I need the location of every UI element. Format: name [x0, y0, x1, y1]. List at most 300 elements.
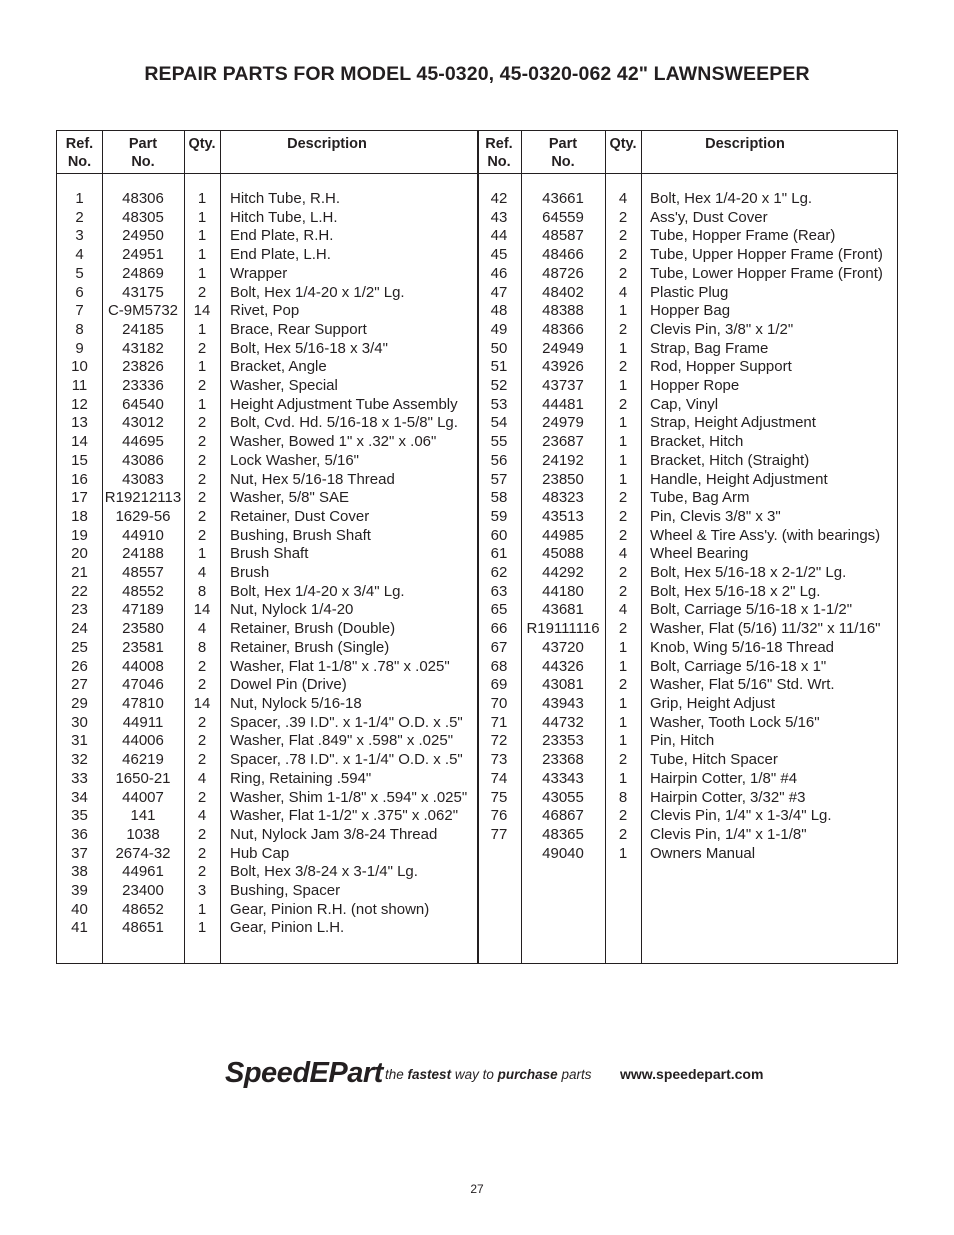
- part-number: C-9M5732: [107, 302, 179, 320]
- ref-number: 49: [490, 320, 508, 338]
- part-number: 23353: [542, 732, 584, 750]
- ref-number: 33: [71, 769, 88, 787]
- part-description: Brush: [230, 564, 270, 582]
- part-number: 48466: [542, 246, 584, 264]
- quantity: 2: [618, 507, 628, 525]
- part-description: Strap, Height Adjustment: [650, 414, 816, 432]
- ref-number: 32: [71, 751, 88, 769]
- ref-number: 14: [71, 433, 88, 451]
- part-description: End Plate, R.H.: [230, 227, 334, 245]
- ref-number: 9: [75, 339, 84, 357]
- part-description: Ring, Retaining .594": [230, 769, 372, 787]
- part-description: Hairpin Cotter, 1/8" #4: [650, 769, 798, 787]
- header-qty: Qty.: [609, 136, 637, 152]
- part-number: 43926: [542, 358, 584, 376]
- quantity: 1: [197, 545, 207, 563]
- part-description: Washer, Tooth Lock 5/16": [650, 713, 820, 731]
- quantity: 1: [618, 844, 628, 862]
- part-description: Cap, Vinyl: [650, 395, 719, 413]
- part-description: Washer, Flat 1-1/8" x .78" x .025": [230, 657, 450, 675]
- tagline-fastest: fastest: [407, 1067, 452, 1082]
- part-number: 43055: [542, 788, 584, 806]
- ref-number: 8: [75, 320, 84, 338]
- quantity: 2: [197, 433, 207, 451]
- part-number: 43012: [122, 414, 164, 432]
- part-description: Spacer, .39 I.D". x 1-1/4" O.D. x .5": [230, 713, 463, 731]
- part-number: 44008: [122, 657, 164, 675]
- quantity: 1: [618, 470, 628, 488]
- ref-number: 45: [490, 246, 508, 264]
- ref-number: 30: [71, 713, 88, 731]
- part-description: Bracket, Angle: [230, 358, 327, 376]
- part-number: 43086: [122, 451, 164, 469]
- page-title: REPAIR PARTS FOR MODEL 45-0320, 45-0320-062 42" LAWNSWEEPER: [144, 63, 810, 85]
- quantity: 2: [618, 246, 628, 264]
- part-number: 1650-21: [115, 769, 171, 787]
- quantity: 1: [197, 264, 207, 282]
- ref-number: 68: [490, 657, 508, 675]
- ref-number: 71: [490, 713, 508, 731]
- part-description: Hairpin Cotter, 3/32" #3: [650, 788, 806, 806]
- quantity: 1: [618, 657, 628, 675]
- header-part-line2: No.: [131, 154, 155, 170]
- part-description: Wheel & Tire Ass'y. (with bearings): [650, 526, 881, 544]
- part-number: 43175: [122, 283, 164, 301]
- ref-number: 23: [71, 601, 88, 619]
- part-number: R19212113: [104, 489, 182, 507]
- ref-number: 25: [71, 638, 88, 656]
- part-number: 46219: [122, 751, 164, 769]
- quantity: 1: [618, 713, 628, 731]
- quantity: 2: [618, 227, 628, 245]
- quantity: 2: [197, 732, 207, 750]
- quantity: 14: [193, 694, 211, 712]
- part-number: 64559: [542, 208, 584, 226]
- part-description: Handle, Height Adjustment: [650, 470, 828, 488]
- quantity: 3: [197, 882, 207, 900]
- quantity: 4: [618, 283, 628, 301]
- part-number: 24188: [122, 545, 164, 563]
- quantity: 1: [618, 414, 628, 432]
- quantity: 1: [197, 395, 207, 413]
- quantity: 2: [197, 825, 207, 843]
- quantity: 1: [618, 451, 628, 469]
- ref-number: 50: [490, 339, 508, 357]
- tagline: [385, 1067, 591, 1082]
- ref-number: 18: [71, 507, 88, 525]
- ref-number: 65: [490, 601, 508, 619]
- description-column: [650, 190, 898, 863]
- part-number: 23580: [122, 620, 164, 638]
- quantity-column: [184, 190, 220, 938]
- ref-number: 22: [71, 582, 88, 600]
- quantity: 1: [618, 339, 628, 357]
- header-part-line1: Part: [128, 136, 158, 152]
- quantity: 2: [197, 489, 207, 507]
- ref-number: 72: [490, 732, 508, 750]
- part-number: 24192: [542, 451, 584, 469]
- quantity: 2: [197, 863, 207, 881]
- part-description: Bolt, Hex 5/16-18 x 2" Lg.: [650, 582, 821, 600]
- quantity: 2: [197, 788, 207, 806]
- quantity: 1: [197, 919, 207, 937]
- part-description: Bolt, Cvd. Hd. 5/16-18 x 1-5/8" Lg.: [230, 414, 458, 432]
- part-number: 24869: [122, 264, 164, 282]
- quantity: 2: [618, 395, 628, 413]
- quantity: 1: [197, 190, 207, 207]
- part-description: Tube, Lower Hopper Frame (Front): [650, 264, 883, 282]
- part-description: Washer, 5/8" SAE: [230, 489, 349, 507]
- quantity: 4: [197, 769, 207, 787]
- ref-number: 17: [71, 489, 88, 507]
- part-description: Grip, Height Adjust: [650, 694, 776, 712]
- ref-number: 39: [71, 882, 88, 900]
- quantity: 2: [618, 320, 628, 338]
- part-number-column: [521, 190, 605, 863]
- quantity: 1: [197, 320, 207, 338]
- part-number: 48365: [542, 825, 584, 843]
- quantity: 2: [618, 825, 628, 843]
- part-description: Plastic Plug: [650, 283, 729, 301]
- part-number: 44695: [122, 433, 164, 451]
- ref-number: 56: [490, 451, 508, 469]
- website-link[interactable]: www.speedepart.com: [620, 1066, 764, 1082]
- quantity: 2: [618, 264, 628, 282]
- ref-number: 46: [490, 264, 508, 282]
- part-description: Gear, Pinion L.H.: [230, 919, 345, 937]
- part-number: 23368: [542, 751, 584, 769]
- part-description: Clevis Pin, 1/4" x 1-1/8": [650, 825, 807, 843]
- quantity: 4: [618, 601, 628, 619]
- ref-number: 47: [490, 283, 508, 301]
- ref-number: 12: [71, 395, 88, 413]
- part-description: Bracket, Hitch: [650, 433, 744, 451]
- quantity: 2: [618, 526, 628, 544]
- part-number: 43720: [542, 638, 584, 656]
- quantity: 8: [197, 638, 207, 656]
- ref-number: 1: [75, 190, 84, 207]
- part-description: Washer, Flat (5/16) 11/32" x 11/16": [650, 620, 881, 638]
- part-number: 23336: [122, 377, 164, 395]
- part-description: Bolt, Hex 5/16-18 x 3/4": [230, 339, 388, 357]
- part-number: 47046: [122, 676, 164, 694]
- part-number: 44292: [542, 564, 584, 582]
- ref-number: 40: [71, 900, 88, 918]
- part-number: 43943: [542, 694, 584, 712]
- quantity: 2: [197, 751, 207, 769]
- part-description: Spacer, .78 I.D". x 1-1/4" O.D. x .5": [230, 751, 463, 769]
- part-description: Bolt, Hex 3/8-24 x 3-1/4" Lg.: [230, 863, 418, 881]
- ref-number: 58: [490, 489, 508, 507]
- ref-number: 6: [75, 283, 84, 301]
- quantity: 1: [197, 358, 207, 376]
- quantity: 1: [618, 377, 628, 395]
- part-number: 48306: [122, 190, 164, 207]
- header-ref-no: [477, 135, 521, 171]
- quantity: 2: [197, 507, 207, 525]
- part-number: 45088: [542, 545, 584, 563]
- part-description: Bracket, Hitch (Straight): [650, 451, 810, 469]
- part-description: Wheel Bearing: [650, 545, 749, 563]
- quantity: 2: [197, 414, 207, 432]
- part-number: 141: [130, 807, 156, 825]
- part-description: Tube, Hopper Frame (Rear): [650, 227, 836, 245]
- ref-number: 19: [71, 526, 88, 544]
- ref-number: 76: [490, 807, 508, 825]
- part-number: 43737: [542, 377, 584, 395]
- part-number: 24949: [542, 339, 584, 357]
- part-number: 23581: [122, 638, 164, 656]
- quantity: 14: [193, 601, 211, 619]
- part-number: 44911: [122, 713, 164, 731]
- part-number: R19111116: [526, 620, 600, 638]
- part-description: Pin, Hitch: [650, 732, 715, 750]
- column-divider: [220, 131, 221, 963]
- header-part-line2: No.: [551, 154, 575, 170]
- part-number: 47189: [122, 601, 164, 619]
- part-description: Washer, Flat .849" x .598" x .025": [230, 732, 454, 750]
- quantity: 2: [197, 713, 207, 731]
- ref-number-column: [57, 190, 102, 938]
- part-number: 47810: [122, 694, 164, 712]
- part-number: 24951: [122, 246, 164, 264]
- ref-number: 36: [71, 825, 88, 843]
- part-description: Bolt, Hex 1/4-20 x 1/2" Lg.: [230, 283, 405, 301]
- quantity: 2: [618, 676, 628, 694]
- quantity: 1: [618, 638, 628, 656]
- quantity: 2: [197, 657, 207, 675]
- part-description: Gear, Pinion R.H. (not shown): [230, 900, 430, 918]
- quantity: 2: [197, 339, 207, 357]
- part-number: 44481: [542, 395, 584, 413]
- part-description: Washer, Flat 1-1/2" x .375" x .062": [230, 807, 459, 825]
- ref-number: 53: [490, 395, 508, 413]
- part-description: Hopper Bag: [650, 302, 731, 320]
- part-description: Rod, Hopper Support: [650, 358, 792, 376]
- part-description: Height Adjustment Tube Assembly: [230, 395, 458, 413]
- quantity: 1: [618, 302, 628, 320]
- part-number: 49040: [542, 844, 584, 862]
- quantity: 4: [197, 807, 207, 825]
- part-description: Nut, Nylock 1/4-20: [230, 601, 354, 619]
- part-number: 1038: [126, 825, 160, 843]
- part-number: 1629-56: [115, 507, 171, 525]
- header-qty: Qty.: [188, 136, 216, 152]
- speedepart-logo: SpeedEPart: [225, 1057, 383, 1089]
- quantity: 2: [197, 470, 207, 488]
- quantity: 2: [618, 807, 628, 825]
- part-description: Ass'y, Dust Cover: [650, 208, 768, 226]
- quantity: 2: [618, 620, 628, 638]
- ref-number: 35: [71, 807, 88, 825]
- ref-number: 59: [490, 507, 508, 525]
- header-ref-line1: Ref.: [485, 136, 513, 152]
- quantity: 2: [618, 358, 628, 376]
- part-description: Washer, Shim 1-1/8" x .594" x .025": [230, 788, 468, 806]
- ref-number: 15: [71, 451, 88, 469]
- ref-number: 74: [490, 769, 508, 787]
- part-description: Strap, Bag Frame: [650, 339, 769, 357]
- part-number: 24979: [542, 414, 584, 432]
- tagline-purchase: purchase: [497, 1067, 558, 1082]
- part-number: 43681: [542, 601, 584, 619]
- part-number: 2674-32: [115, 844, 171, 862]
- ref-number: 70: [490, 694, 508, 712]
- part-description: Brace, Rear Support: [230, 320, 367, 338]
- part-description: Clevis Pin, 1/4" x 1-3/4" Lg.: [650, 807, 832, 825]
- ref-number-column: [477, 190, 521, 845]
- quantity: 1: [197, 208, 207, 226]
- ref-number: 27: [71, 676, 88, 694]
- page-number: 27: [470, 1182, 484, 1196]
- quantity: 14: [193, 302, 211, 320]
- part-number: 48651: [122, 919, 164, 937]
- part-number: 46867: [542, 807, 584, 825]
- ref-number: 43: [490, 208, 508, 226]
- header-ref-line2: No.: [487, 154, 511, 170]
- tagline-word: parts: [561, 1067, 592, 1082]
- ref-number: 29: [71, 694, 88, 712]
- part-description: Nut, Hex 5/16-18 Thread: [230, 470, 395, 488]
- ref-number: 10: [71, 358, 88, 376]
- quantity: 2: [618, 564, 628, 582]
- ref-number: 4: [75, 246, 84, 264]
- part-description: Pin, Clevis 3/8" x 3": [650, 507, 781, 525]
- part-description: Tube, Hitch Spacer: [650, 751, 778, 769]
- part-number: 48552: [122, 582, 164, 600]
- ref-number: 2: [75, 208, 84, 226]
- part-number: 44961: [122, 863, 164, 881]
- quantity: 2: [618, 208, 628, 226]
- part-description: Bolt, Hex 1/4-20 x 3/4" Lg.: [230, 582, 405, 600]
- quantity: 1: [197, 900, 207, 918]
- part-description: Washer, Special: [230, 377, 338, 395]
- ref-number: 16: [71, 470, 88, 488]
- ref-number: 41: [71, 919, 88, 937]
- part-number: 23850: [542, 470, 584, 488]
- quantity: 4: [197, 620, 207, 638]
- quantity: 2: [197, 283, 207, 301]
- quantity: 2: [197, 451, 207, 469]
- header-ref-line1: Ref.: [65, 136, 94, 152]
- quantity: 1: [618, 694, 628, 712]
- quantity: 2: [197, 526, 207, 544]
- part-number: 48388: [542, 302, 584, 320]
- header-part-no: [102, 135, 184, 171]
- quantity: 4: [618, 545, 628, 563]
- part-number: 44985: [542, 526, 584, 544]
- part-number: 44732: [542, 713, 584, 731]
- part-number: 48557: [122, 564, 164, 582]
- part-number: 24950: [122, 227, 164, 245]
- ref-number: 54: [490, 414, 508, 432]
- part-description: Owners Manual: [650, 844, 756, 862]
- quantity: 2: [197, 676, 207, 694]
- tagline-word: way to: [454, 1067, 494, 1082]
- ref-number: 66: [490, 620, 508, 638]
- part-description: Bolt, Carriage 5/16-18 x 1-1/2": [650, 601, 853, 619]
- ref-number: 75: [490, 788, 508, 806]
- part-number: 43182: [122, 339, 164, 357]
- ref-number: 61: [490, 545, 508, 563]
- parts-table: [56, 130, 898, 964]
- quantity: 1: [197, 227, 207, 245]
- part-number: 43661: [542, 190, 584, 207]
- ref-number: 52: [490, 377, 508, 395]
- part-number: 48305: [122, 208, 164, 226]
- part-description: Retainer, Brush (Single): [230, 638, 390, 656]
- part-number: 48366: [542, 320, 584, 338]
- ref-number: 42: [490, 190, 508, 207]
- part-description: Tube, Upper Hopper Frame (Front): [650, 246, 883, 264]
- ref-number: 26: [71, 657, 88, 675]
- ref-number: 60: [490, 526, 508, 544]
- ref-number: 31: [71, 732, 88, 750]
- ref-number: 7: [75, 302, 84, 320]
- part-number: 23687: [542, 433, 584, 451]
- part-number: 48726: [542, 264, 584, 282]
- part-description: Bolt, Hex 5/16-18 x 2-1/2" Lg.: [650, 564, 847, 582]
- part-description: Knob, Wing 5/16-18 Thread: [650, 638, 835, 656]
- quantity: 1: [618, 433, 628, 451]
- ref-number: 38: [71, 863, 88, 881]
- part-number: 23826: [122, 358, 164, 376]
- part-description: Nut, Nylock Jam 3/8-24 Thread: [230, 825, 438, 843]
- part-description: Retainer, Dust Cover: [230, 507, 370, 525]
- ref-number: 55: [490, 433, 508, 451]
- quantity: 1: [197, 246, 207, 264]
- header-ref-line2: No.: [67, 154, 92, 170]
- header-ref-no: [57, 135, 102, 171]
- header-part-line1: Part: [548, 136, 578, 152]
- part-description: Washer, Flat 5/16" Std. Wrt.: [650, 676, 835, 694]
- ref-number: 62: [490, 564, 508, 582]
- part-number: 48323: [542, 489, 584, 507]
- ref-number: 51: [490, 358, 508, 376]
- tagline-word: the: [385, 1067, 404, 1082]
- ref-number: 34: [71, 788, 88, 806]
- ref-number: 44: [490, 227, 508, 245]
- quantity-column: [605, 190, 641, 863]
- part-description: Brush Shaft: [230, 545, 309, 563]
- part-number: 44180: [542, 582, 584, 600]
- quantity: 2: [197, 844, 207, 862]
- header-part-no: [521, 135, 605, 171]
- part-description: Hopper Rope: [650, 377, 740, 395]
- quantity: 8: [618, 788, 628, 806]
- ref-number: 57: [490, 470, 508, 488]
- part-number: 23400: [122, 882, 164, 900]
- part-description: Bushing, Spacer: [230, 882, 341, 900]
- part-description: Bolt, Carriage 5/16-18 x 1": [650, 657, 827, 675]
- quantity: 1: [618, 732, 628, 750]
- quantity: 2: [618, 489, 628, 507]
- part-number: 44910: [122, 526, 164, 544]
- part-description: Wrapper: [230, 264, 288, 282]
- ref-number: 13: [71, 414, 88, 432]
- part-description: Bolt, Hex 1/4-20 x 1" Lg.: [650, 190, 813, 207]
- quantity: 4: [618, 190, 628, 207]
- ref-number: 48: [490, 302, 508, 320]
- part-number: 43083: [122, 470, 164, 488]
- column-divider: [641, 131, 642, 963]
- quantity: 2: [197, 377, 207, 395]
- ref-number: 3: [75, 227, 84, 245]
- ref-number: 20: [71, 545, 88, 563]
- quantity: 4: [197, 564, 207, 582]
- ref-number: 24: [71, 620, 88, 638]
- part-number-column: [102, 190, 184, 938]
